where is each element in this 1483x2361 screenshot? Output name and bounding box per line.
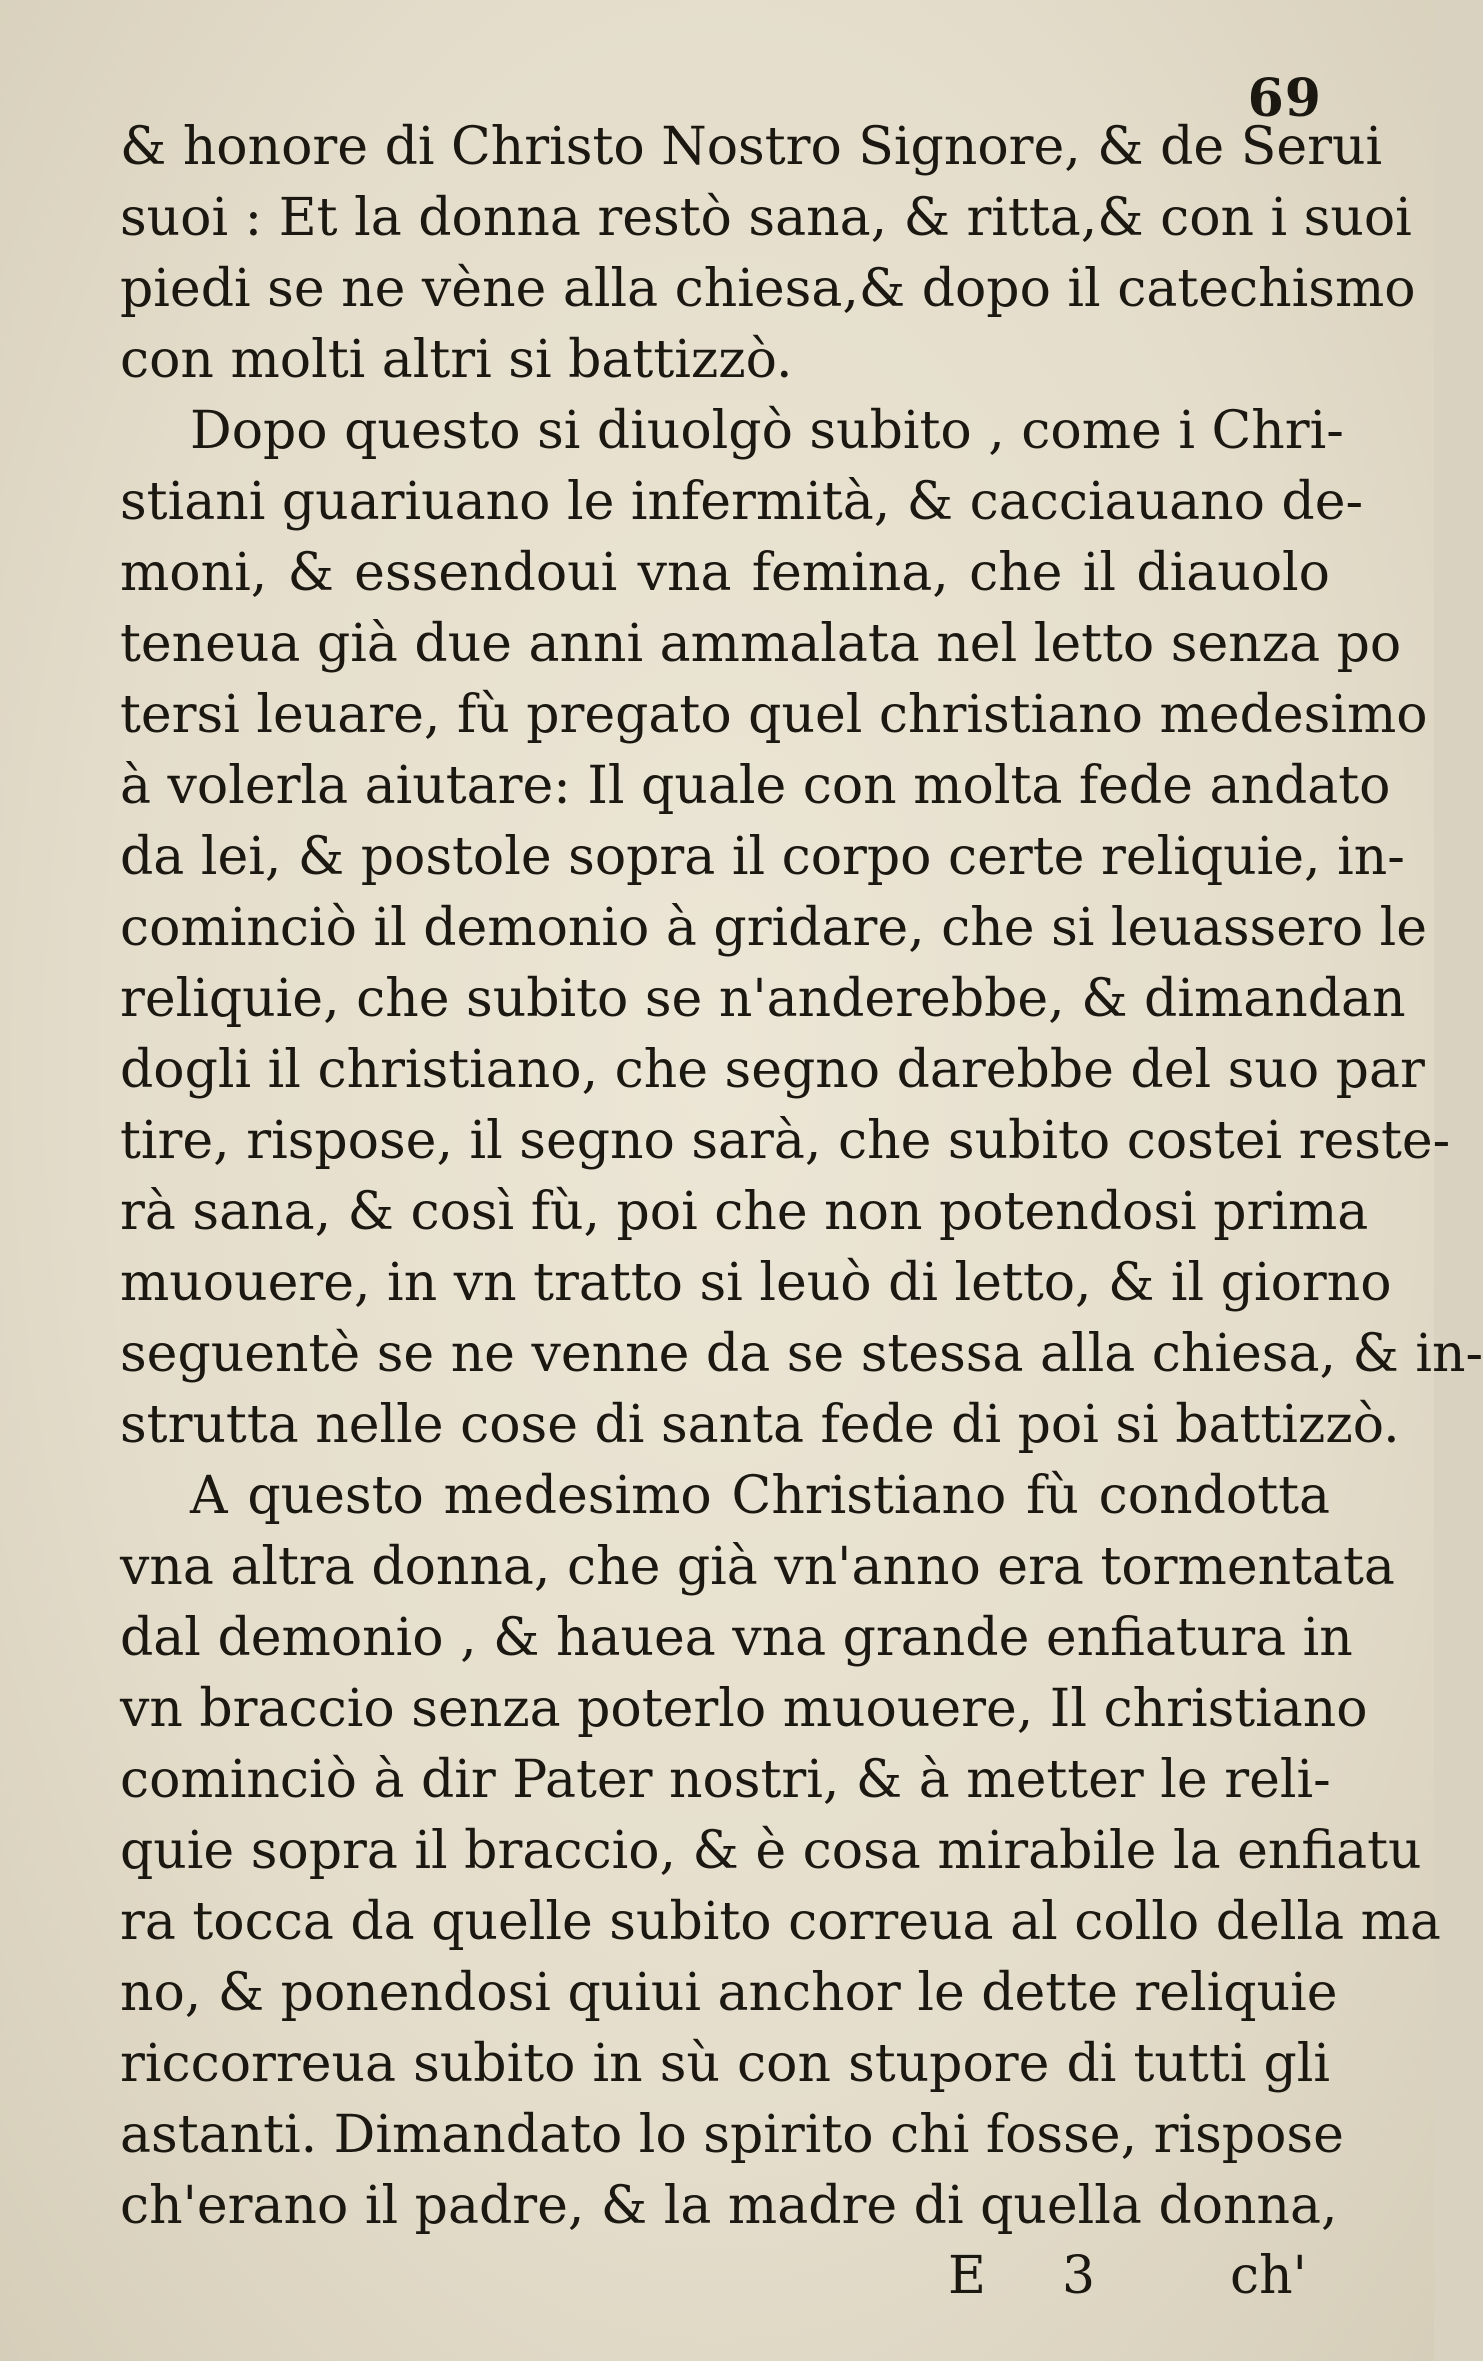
text-line: dal demonio , & hauea vna grande enfiatura in xyxy=(120,1608,1353,1668)
text-line: astanti. Dimandato lo spirito chi fosse, rispose xyxy=(120,2105,1344,2165)
text-line: con molti altri si battizzò. xyxy=(120,330,793,390)
text-line: strutta nelle cose di santa fede di poi si battizzò. xyxy=(120,1395,1400,1455)
catchword: ch' xyxy=(1230,2246,1307,2306)
text-line: reliquie, che subito se n'anderebbe, & dimandan xyxy=(120,969,1406,1029)
text-line: dogli il christiano, che segno darebbe del suo par xyxy=(120,1040,1425,1100)
text-line: teneua già due anni ammalata nel letto senza po xyxy=(120,614,1402,674)
text-line: vn braccio senza poterlo muouere, Il christiano xyxy=(120,1679,1368,1739)
page-footer xyxy=(0,2246,1434,2316)
text-line: cominciò à dir Pater nostri, & à metter le reli- xyxy=(120,1750,1331,1810)
text-line: piedi se ne vène alla chiesa,& dopo il catechismo xyxy=(120,259,1416,319)
text-block xyxy=(120,112,1483,2242)
text-line: A questo medesimo Christiano fù condotta xyxy=(190,1466,1330,1526)
text-line: stiani guariuano le infermità, & cacciauano de- xyxy=(120,472,1364,532)
text-line: rà sana, & così fù, poi che non potendosi prima xyxy=(120,1182,1369,1242)
text-line: quie sopra il braccio, & è cosa mirabile la enfiatu xyxy=(120,1821,1422,1881)
text-line: ra tocca da quelle subito correua al collo della ma xyxy=(120,1892,1441,1952)
text-line: à volerla aiutare: Il quale con molta fede andato xyxy=(120,756,1391,816)
text-line: tire, rispose, il segno sarà, che subito costei reste- xyxy=(120,1111,1451,1171)
signature-mark: E xyxy=(948,2246,986,2306)
page-number: 69 xyxy=(1247,68,1322,129)
text-line: riccorreua subito in sù con stupore di tutti gli xyxy=(120,2034,1330,2094)
paragraph-3 xyxy=(120,1461,1441,2242)
text-line: moni, & essendoui vna femina, che il diauolo xyxy=(120,543,1330,603)
text-line: vna altra donna, che già vn'anno era tormentata xyxy=(120,1537,1395,1597)
text-line: cominciò il demonio à gridare, che si leuassero le xyxy=(120,898,1428,958)
text-line: seguentè se ne venne da se stessa alla chiesa, & in- xyxy=(120,1324,1483,1384)
text-line: suoi : Et la donna restò sana, & ritta,& con i suoi xyxy=(120,188,1412,248)
text-line: Dopo questo si diuolgò subito , come i Chri- xyxy=(190,401,1344,461)
text-line: & honore di Christo Nostro Signore, & de Serui xyxy=(120,117,1383,177)
paragraph-2 xyxy=(120,396,1483,1461)
paragraph-1 xyxy=(120,112,1416,396)
text-line: tersi leuare, fù pregato quel christiano medesimo xyxy=(120,685,1428,745)
text-line: da lei, & postole sopra il corpo certe reliquie, in- xyxy=(120,827,1405,887)
text-line: no, & ponendosi quiui anchor le dette reliquie xyxy=(120,1963,1338,2023)
text-line: muouere, in vn tratto si leuò di letto, & il giorno xyxy=(120,1253,1392,1313)
signature-number: 3 xyxy=(1062,2246,1096,2306)
text-line: ch'erano il padre, & la madre di quella donna, xyxy=(120,2176,1338,2236)
